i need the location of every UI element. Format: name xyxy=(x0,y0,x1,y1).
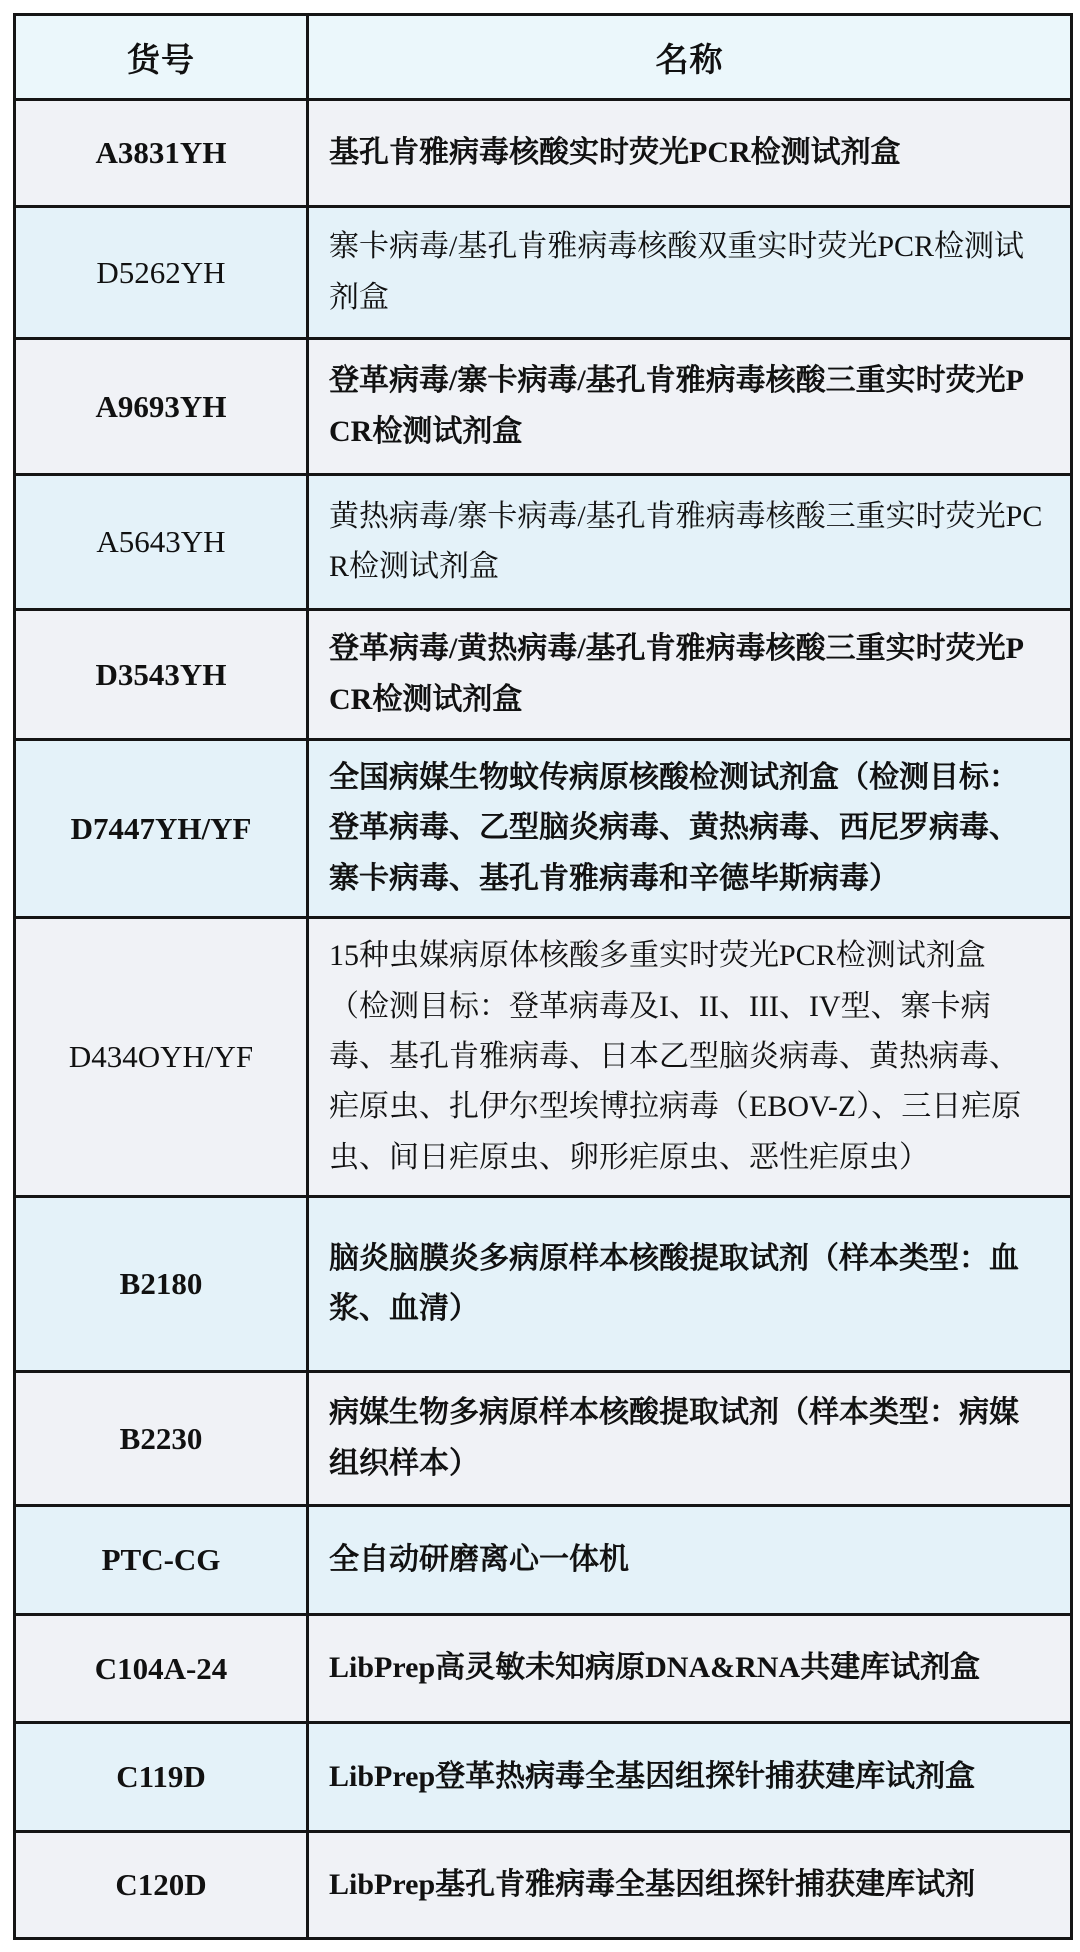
product-name-cell: LibPrep高灵敏未知病原DNA&RNA共建库试剂盒 xyxy=(308,1615,1072,1723)
product-code-cell: C120D xyxy=(15,1832,308,1939)
product-name-cell: 登革病毒/寨卡病毒/基孔肯雅病毒核酸三重实时荧光PCR检测试剂盒 xyxy=(308,339,1072,475)
table-row xyxy=(15,1723,1072,1832)
table-row xyxy=(15,207,1072,339)
header-row xyxy=(15,15,1072,100)
table-row xyxy=(15,1615,1072,1723)
product-name-cell: 寨卡病毒/基孔肯雅病毒核酸双重实时荧光PCR检测试剂盒 xyxy=(308,207,1072,339)
product-code-cell: D434OYH/YF xyxy=(15,918,308,1197)
product-name-cell: 病媒生物多病原样本核酸提取试剂（样本类型：病媒组织样本） xyxy=(308,1372,1072,1506)
product-code-cell: D3543YH xyxy=(15,610,308,740)
column-header-name: 名称 xyxy=(308,15,1072,100)
table-row xyxy=(15,1197,1072,1372)
table-row xyxy=(15,339,1072,475)
product-name-cell: LibPrep基孔肯雅病毒全基因组探针捕获建库试剂 xyxy=(308,1832,1072,1939)
product-code-cell: B2230 xyxy=(15,1372,308,1506)
column-header-code: 货号 xyxy=(15,15,308,100)
table-row xyxy=(15,740,1072,918)
table-body xyxy=(15,100,1072,1939)
product-name-cell: 基孔肯雅病毒核酸实时荧光PCR检测试剂盒 xyxy=(308,100,1072,207)
table-row xyxy=(15,100,1072,207)
product-table xyxy=(13,13,1073,1940)
table-row xyxy=(15,1506,1072,1615)
product-name-cell: 脑炎脑膜炎多病原样本核酸提取试剂（样本类型：血浆、血清） xyxy=(308,1197,1072,1372)
product-code-cell: C119D xyxy=(15,1723,308,1832)
product-code-cell: A3831YH xyxy=(15,100,308,207)
table-header xyxy=(15,15,1072,100)
table-row xyxy=(15,1372,1072,1506)
product-code-cell: C104A-24 xyxy=(15,1615,308,1723)
product-name-cell: 全自动研磨离心一体机 xyxy=(308,1506,1072,1615)
table-row xyxy=(15,475,1072,610)
product-code-cell: D7447YH/YF xyxy=(15,740,308,918)
product-code-cell: D5262YH xyxy=(15,207,308,339)
product-code-cell: B2180 xyxy=(15,1197,308,1372)
table-row xyxy=(15,1832,1072,1939)
table-row xyxy=(15,610,1072,740)
product-code-cell: PTC-CG xyxy=(15,1506,308,1615)
product-name-cell: 登革病毒/黄热病毒/基孔肯雅病毒核酸三重实时荧光PCR检测试剂盒 xyxy=(308,610,1072,740)
product-name-cell: 全国病媒生物蚊传病原核酸检测试剂盒（检测目标：登革病毒、乙型脑炎病毒、黄热病毒、西尼罗病毒、寨卡病毒、基孔肯雅病毒和辛德毕斯病毒） xyxy=(308,740,1072,918)
table-row xyxy=(15,918,1072,1197)
product-name-cell: 黄热病毒/寨卡病毒/基孔肯雅病毒核酸三重实时荧光PCR检测试剂盒 xyxy=(308,475,1072,610)
product-code-cell: A5643YH xyxy=(15,475,308,610)
product-code-cell: A9693YH xyxy=(15,339,308,475)
product-name-cell: 15种虫媒病原体核酸多重实时荧光PCR检测试剂盒（检测目标：登革病毒及I、II、III、IV型、寨卡病毒、基孔肯雅病毒、日本乙型脑炎病毒、黄热病毒、疟原虫、扎伊尔型埃博拉病毒（EBOV-Z）、三日疟原虫、间日疟原虫、卵形疟原虫、恶性疟原虫） xyxy=(308,918,1072,1197)
product-name-cell: LibPrep登革热病毒全基因组探针捕获建库试剂盒 xyxy=(308,1723,1072,1832)
